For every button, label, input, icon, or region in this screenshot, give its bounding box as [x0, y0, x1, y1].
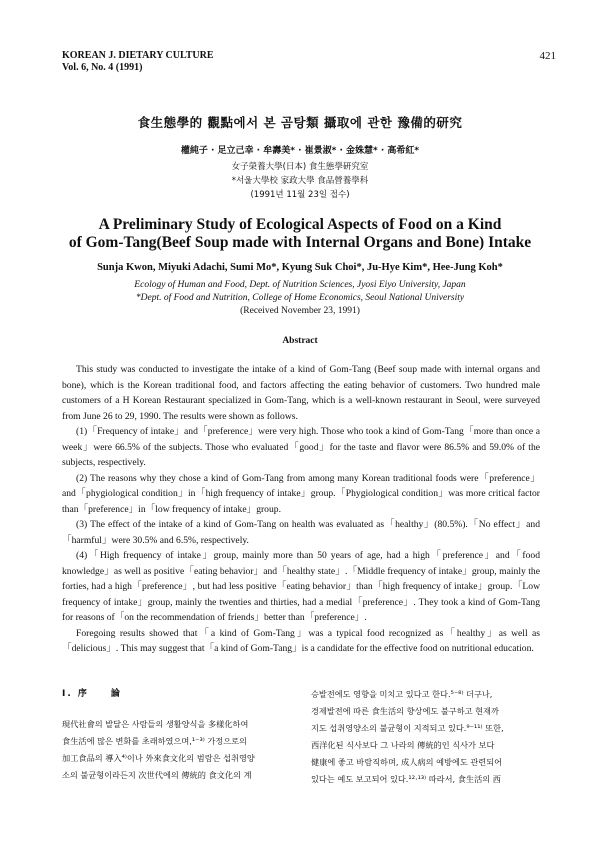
- body-line: 健康에 좋고 바람직하며, 成人病의 예방에도 관련되어: [311, 757, 503, 767]
- english-received-date: (Received November 23, 1991): [240, 306, 360, 316]
- body-line: 食生活에 많은 변화를 초래하였으며,¹⁻³⁾ 가정으로의: [62, 736, 247, 746]
- english-affiliations: [0, 279, 600, 318]
- english-authors: Sunja Kwon, Miyuki Adachi, Sumi Mo*, Kyung Suk Choi*, Ju-Hye Kim*, Hee-Jung Koh*: [97, 262, 503, 273]
- english-title: [0, 216, 600, 252]
- abstract-heading: Abstract: [282, 336, 318, 346]
- section-heading-introduction: I. 序 論: [62, 689, 122, 699]
- korean-received-date: (1991년 11월 23일 접수): [250, 190, 350, 200]
- abstract-item-3: (3) The effect of the intake of a kind of Gom-Tang on health was evaluated as「healthy」(80.5%).「No effect」and「harmful」were 30.5% and 6.5%, respectively.: [62, 519, 540, 546]
- body-line: 소의 불균형이라든지 次世代에의 傳統的 食文化의 계: [62, 770, 252, 780]
- body-line: 지도 섭취영양소의 불균형이 지적되고 있다.⁹⁻¹¹⁾ 또한,: [311, 723, 504, 733]
- abstract-intro: This study was conducted to investigate the intake of a kind of Gom-Tang (Beef soup made with internal organs and bone), which is the Korean traditional food, and factors affecting the eating behavior of customers. Two hundred male customers of a H Korean Restaurant specialized in Gom-Tang, which is a well-known restaurant in Seoul, were surveyed from June 26 to 29, 1990. The results were shown as follows.: [62, 364, 540, 422]
- body-line: 現代社會의 발달은 사람들의 생활양식을 多樣化하여: [62, 719, 249, 729]
- body-column-right: [311, 686, 541, 788]
- korean-affiliation-2: *서울大學校 家政大學 食品營養學科: [231, 176, 369, 186]
- korean-affiliations: [0, 160, 600, 202]
- journal-volume: Vol. 6, No. 4 (1991): [62, 62, 143, 73]
- english-affiliation-1: Ecology of Human and Food, Dept. of Nutrition Sciences, Jyosi Eiyo University, Japan: [134, 280, 466, 290]
- abstract-body: [62, 362, 540, 657]
- body-line: 경제발전에 따른 食生活의 향상에도 불구하고 현재까: [311, 706, 499, 716]
- body-line: 승발전에도 영향을 미치고 있다고 한다.⁵⁻⁸⁾ 더구나,: [311, 689, 493, 699]
- body-column-left: [62, 686, 292, 784]
- english-affiliation-2: *Dept. of Food and Nutrition, College of Home Economics, Seoul National University: [135, 293, 465, 303]
- abstract-item-4: (4)「High frequency of intake」group, mainly more than 50 years of age, had a high「preference」and「food knowledge」as well as positive「eating behavior」and「healthy state」.「Middle frequency of intake」group, mainly the forties, had a high「preference」, but had less positive「eating behavior」than「high frequency of intake」group.「Low frequency of intake」group, mainly the twenties and thirties, had a medial「preference」. They took a kind of Gom-Tang for reasons of「on the recommendation of friends」better than「preference」.: [62, 550, 540, 623]
- abstract-item-1: (1)「Frequency of intake」and「preference」were very high. Those who took a kind of Gom-Tang「more than once a week」were 66.5% of the subjects. Those who evaluated「good」for the taste and flavor were 86.5% and 59.0% of the subjects, respectively.: [62, 426, 540, 468]
- body-line: 있다는 예도 보고되어 있다.¹²·¹³⁾ 따라서, 食生活의 西: [311, 774, 501, 784]
- korean-title: 食生態學的 觀點에서 본 곰탕類 攝取에 관한 豫備的研究: [137, 115, 463, 130]
- korean-authors: 權純子 · 足立己幸 · 牟壽美* · 崔景淑* · 金姝慧* · 高希紅*: [180, 146, 420, 156]
- journal-name: KOREAN J. DIETARY CULTURE: [62, 50, 214, 61]
- running-head: [62, 50, 214, 74]
- english-title-line-2: of Gom-Tang(Beef Soup made with Internal Organs and Bone) Intake: [68, 234, 532, 251]
- abstract-item-2: (2) The reasons why they chose a kind of Gom-Tang from among many Korean traditional foods were「preference」and「phygiological condition」in「high frequency of intake」group.「Phygiological condition」was more critical factor than「preference」in「low frequency of intake」group.: [62, 472, 540, 515]
- abstract-conclusion: Foregoing results showed that「a kind of Gom-Tang」was a typical food recognized as「healthy」as well as「delicious」. This may suggest that「a kind of Gom-Tang」is a candidate for the effective food on nutritional education.: [62, 627, 540, 654]
- english-title-line-1: A Preliminary Study of Ecological Aspects of Food on a Kind: [98, 216, 502, 233]
- body-line: 加工食品의 導入⁴⁾이나 外來食文化의 범람은 섭취영양: [62, 753, 255, 763]
- body-line: 西洋化된 식사보다 그 나라의 傳統的인 식사가 보다: [311, 740, 495, 750]
- korean-affiliation-1: 女子榮養大學(日本) 食生態學硏究室: [231, 162, 369, 172]
- page-number: 421: [539, 50, 556, 62]
